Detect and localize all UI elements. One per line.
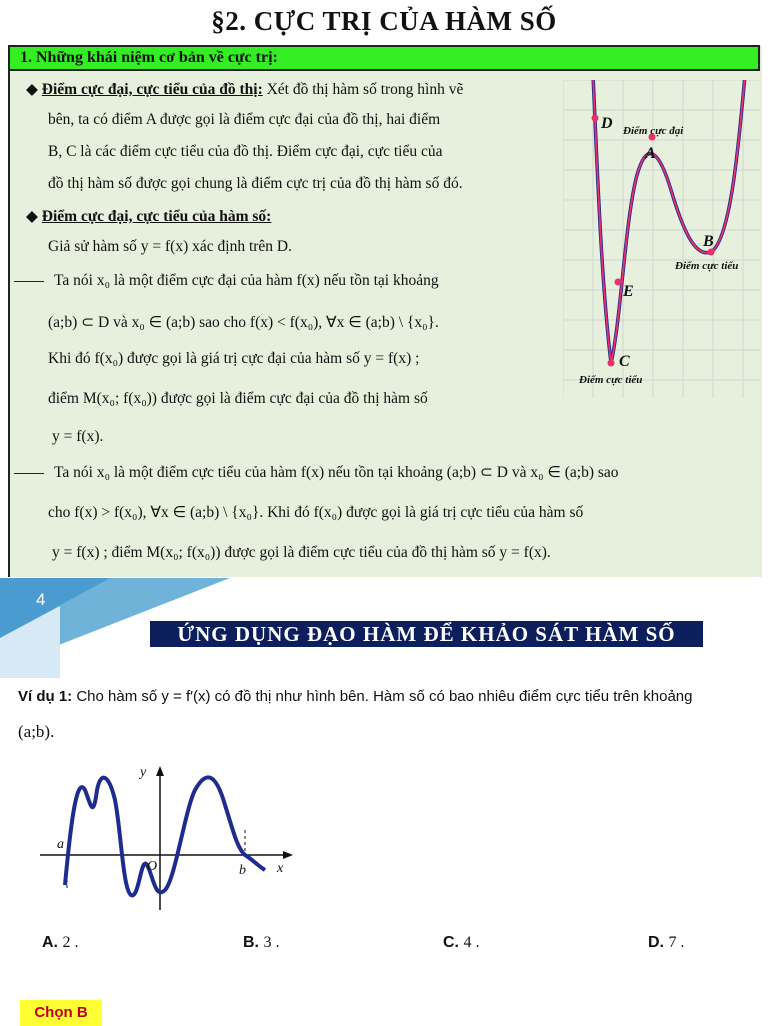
example-label: Ví dụ 1: (18, 688, 73, 705)
chosen-answer-badge: Chọn B (20, 1000, 102, 1026)
answer-b: B. 3 . (243, 934, 280, 951)
point-E (615, 279, 622, 286)
chapter-banner: ỨNG DỤNG ĐẠO HÀM ĐỂ KHẢO SÁT HÀM SỐ (150, 621, 703, 647)
bullet-heading-graph: Điểm cực đại, cực tiểu của đồ thị: (41, 81, 263, 98)
label-B: B (703, 233, 714, 250)
derivative-graph (35, 760, 300, 915)
paragraph-1-line-4: đồ thị hàm số được gọi chung là điểm cực trị của đồ thị hàm số đó. (48, 175, 463, 192)
bullet-icon: ◆ (26, 81, 42, 98)
label-O: O (147, 859, 158, 874)
label-min-point-B: Điểm cực tiểu (675, 260, 739, 272)
label-y: y (140, 765, 147, 780)
max-def-line-1: Ta nói x₀ là một điểm cực đại của hàm f(x) nếu tồn tại khoảng (14, 272, 439, 290)
max-def-line-5: y = f(x). (52, 428, 104, 445)
section-heading: 1. Những khái niệm cơ bản về cực trị: (8, 45, 760, 71)
label-A: A (645, 145, 656, 162)
graph-curve (593, 80, 745, 363)
bullet-heading-function: Điểm cực đại, cực tiểu của hàm số: (41, 208, 272, 225)
max-def-line-2: (a;b) ⊂ D và x₀ ∈ (a;b) sao cho f(x) < f(x₀), ∀x ∈ (a;b) \ {x₀}. (48, 314, 439, 331)
page-title: §2. CỰC TRỊ CỦA HÀM SỐ (211, 6, 557, 36)
answer-c: C. 4 . (443, 934, 480, 951)
label-E: E (623, 283, 634, 300)
x-axis-arrow-icon (283, 851, 293, 859)
max-def-line-3: Khi đó f(x₀) được gọi là giá trị cực đại của hàm số y = f(x) ; (48, 350, 420, 367)
y-axis-arrow-icon (156, 766, 164, 776)
min-def-line-1: Ta nói x₀ là một điểm cực tiểu của hàm f(x) nếu tồn tại khoảng (a;b) ⊂ D và x₀ ∈ (a;b) sao (14, 463, 619, 482)
paragraph-1-line-2: bên, ta có điểm A được gọi là điểm cực đại của đồ thị, hai điểm (48, 111, 441, 128)
label-max-point: Điểm cực đại (623, 125, 684, 137)
derivative-curve (65, 777, 265, 895)
dash-marker (14, 281, 44, 282)
answer-d: D. 7 . (648, 934, 685, 951)
paragraph-2-line-1 (26, 207, 271, 226)
paragraph-2-line-2: Giả sử hàm số y = f(x) xác định trên D. (48, 238, 292, 255)
example-line-1: Ví dụ 1: Cho hàm số y = f′(x) có đồ thị như hình bên. Hàm số có bao nhiêu điểm cực tiểu trên khoảng (18, 688, 693, 705)
dash-marker (14, 473, 44, 474)
max-def-line-4: điểm M(x₀; f(x₀)) được gọi là điểm cực đại của đồ thị hàm số (48, 390, 428, 407)
label-x: x (277, 861, 284, 876)
label-C: C (619, 353, 630, 370)
point-C (608, 360, 615, 367)
label-a: a (57, 837, 64, 852)
label-D: D (601, 115, 613, 132)
paragraph-1-line-3: B, C là các điểm cực tiểu của đồ thị. Điểm cực đại, cực tiểu của (48, 143, 443, 160)
min-def-line-3: y = f(x) ; điểm M(x₀; f(x₀)) được gọi là điểm cực tiểu của đồ thị hàm số y = f(x). (52, 544, 551, 561)
answer-a: A. 2 . (42, 934, 79, 951)
extrema-graph (563, 80, 760, 398)
min-def-line-2: cho f(x) > f(x₀), ∀x ∈ (a;b) \ {x₀}. Khi đó f(x₀) được gọi là giá trị cực tiểu của hàm số (48, 504, 584, 521)
bullet-icon: ◆ (26, 208, 42, 225)
point-D (592, 115, 599, 122)
label-b: b (239, 863, 246, 878)
label-min-point-C: Điểm cực tiểu (579, 374, 643, 386)
paragraph-1-line-1: ◆ Điểm cực đại, cực tiểu của đồ thị: Xét đồ thị hàm số trong hình vẽ (26, 81, 464, 98)
page-number: 4 (36, 590, 46, 609)
example-line-2: (a;b). (18, 722, 55, 741)
